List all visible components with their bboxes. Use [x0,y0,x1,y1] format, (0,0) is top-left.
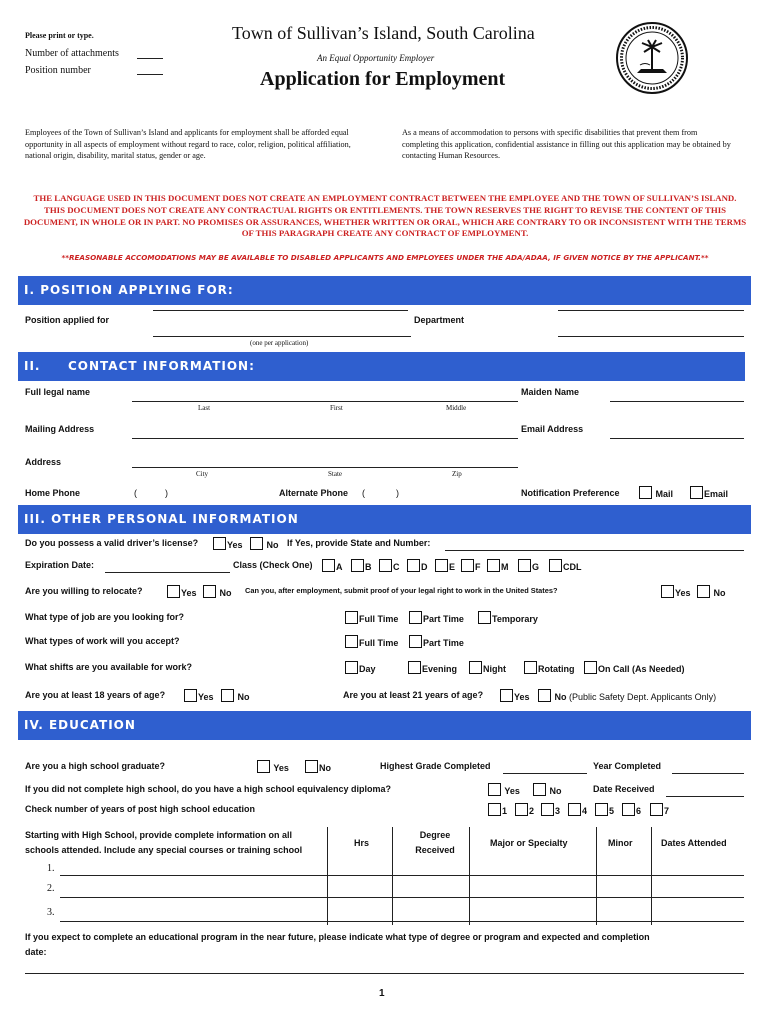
class-m-checkbox[interactable] [487,559,500,572]
job-part-time-option[interactable] [409,611,464,624]
alt-phone-paren-close: ) [396,488,399,498]
town-name: Town of Sullivan’s Island, South Carolina [232,23,535,43]
years-7-label: 7 [664,806,670,816]
age18-question: Are you at least 18 years of age? [25,690,166,700]
notify-email-option[interactable] [690,486,728,499]
one-per-note: (one per application) [250,339,309,347]
home-phone-paren-open: ( [134,488,137,498]
year-completed-field[interactable] [672,773,744,774]
class-e-label: E [449,562,456,572]
position-number-label: Position number [25,65,91,76]
age18-yes-label: Yes [198,692,214,702]
shift-night-label: Night [483,664,506,674]
years-2-checkbox[interactable] [515,803,528,816]
license-yes-label: Yes [227,540,243,550]
years-7-option[interactable] [650,803,669,816]
class-a-checkbox[interactable] [322,559,335,572]
age18-no-option[interactable] [221,689,250,702]
table-divider [392,827,393,925]
school-row-1-number: 1. [47,863,55,874]
license-no-option[interactable] [250,537,279,550]
highest-grade-label: Highest Grade Completed [380,761,491,771]
if-yes-label: If Yes, provide State and Number: [287,538,431,548]
work-full-time-checkbox[interactable] [345,635,358,648]
degree-header-1: Degree [419,830,451,840]
equiv-no-option[interactable] [533,783,562,796]
age21-no-option[interactable] [538,689,716,702]
eoe-text: An Equal Opportunity Employer [317,53,435,63]
class-cdl-option[interactable] [549,559,582,572]
email-checkbox[interactable] [690,486,703,499]
equivalency-question: If you did not complete high school, do you have a high school equivalency diploma? [25,784,392,794]
class-b-checkbox[interactable] [351,559,364,572]
equiv-no-checkbox[interactable] [533,783,546,796]
work-part-time-option[interactable] [409,635,464,648]
school-row-1-field[interactable] [60,875,744,876]
age18-yes-checkbox[interactable] [184,689,197,702]
equiv-yes-checkbox[interactable] [488,783,501,796]
position-applied-field[interactable] [153,336,411,337]
position-applied-label: Position applied for [25,315,110,325]
equiv-yes-option[interactable] [488,783,520,796]
license-question: Do you possess a valid driver’s license? [25,538,199,548]
proof-yes-label: Yes [675,588,691,598]
class-e-checkbox[interactable] [435,559,448,572]
future-education-question-2: date: [25,947,47,957]
schools-instructions-2: schools attended. Include any special courses or training school [25,845,303,855]
years-1-checkbox[interactable] [488,803,501,816]
section-2-number: II. [24,359,41,373]
license-no-checkbox[interactable] [250,537,263,550]
years-4-option[interactable] [568,803,587,816]
class-c-option[interactable] [379,559,400,572]
license-yes-option[interactable] [213,537,243,550]
disclaimer: THE LANGUAGE USED IN THIS DOCUMENT DOES NOT CREATE AN EMPLOYMENT CONTRACT BETWEEN THE EMPLOYEE AND THE TOWN OF SULLIVAN’S ISLAND. THIS DOCUMENT DOES NOT CREATE ANY CONTRACTUAL RIGHTS OR ENTITLEMENTS. THE TOWN RESERVES THE RIGHT TO REVISE THE CONTENT OF THIS DOCUMENT, IN WHOLE OR IN PART. NO PROMISES OR ASSURANCES, WHETHER WRITTEN OR ORAL, WHICH ARE CONTRARY TO OR INCONSISTENT WITH THE TERMS OF THIS PARAGRAPH CREATE ANY CONTRACT OF EMPLOYMENT. [23,193,747,239]
hs-no-option[interactable] [305,760,331,773]
hs-yes-option[interactable] [257,760,289,773]
school-row-3-number: 3. [47,907,55,918]
home-phone-paren-close: ) [165,488,168,498]
age18-no-label: No [237,692,250,702]
job-temporary-label: Temporary [492,614,538,624]
class-cdl-label: CDL [563,562,582,572]
years-7-checkbox[interactable] [650,803,663,816]
hs-no-label: No [319,763,331,773]
school-row-2-number: 2. [47,883,55,894]
mailing-address-label: Mailing Address [25,424,95,434]
class-label: Class (Check One) [233,560,313,570]
proof-yes-option[interactable] [661,585,691,598]
years-2-label: 2 [529,806,535,816]
date-received-field[interactable] [666,796,744,797]
school-row-3-field[interactable] [60,921,744,922]
email-address-label: Email Address [521,424,584,434]
class-b-option[interactable] [351,559,372,572]
section-1-title: I. POSITION APPLYING FOR: [24,283,234,297]
section-1-header [18,276,751,305]
work-part-time-label: Part Time [423,638,464,648]
class-a-option[interactable] [322,559,343,572]
department-label: Department [414,315,465,325]
years-3-option[interactable] [541,803,560,816]
first-caption: First [330,404,343,412]
job-temporary-option[interactable] [478,611,538,624]
ada-note: **REASONABLE ACCOMODATIONS MAY BE AVAILABLE TO DISABLED APPLICANTS AND EMPLOYEES UNDER THE ADA/ADAA, IF GIVEN NOTICE BY THE APPLICANT.** [61,253,709,262]
proof-no-option[interactable] [697,585,726,598]
middle-caption: Middle [446,404,467,412]
proof-question: Can you, after employment, submit proof of your legal right to work in the United States? [245,586,558,595]
class-g-option[interactable] [518,559,539,572]
years-6-label: 6 [636,806,642,816]
table-divider [596,827,597,925]
table-divider [469,827,470,925]
class-d-label: D [421,562,428,572]
class-a-label: A [336,562,343,572]
relocate-yes-option[interactable] [167,585,197,598]
relocate-no-label: No [219,588,232,598]
years-4-checkbox[interactable] [568,803,581,816]
mail-label: Mail [655,489,674,499]
date-received-label: Date Received [593,784,655,794]
section-3-title: III. OTHER PERSONAL INFORMATION [24,512,299,526]
relocate-yes-label: Yes [181,588,197,598]
shift-evening-option[interactable] [408,661,457,674]
high-school-question: Are you a high school graduate? [25,761,166,771]
last-caption: Last [198,404,211,412]
table-divider [651,827,652,925]
age21-yes-checkbox[interactable] [500,689,513,702]
work-full-time-option[interactable] [345,635,398,648]
relocate-yes-checkbox[interactable] [167,585,180,598]
proof-no-checkbox[interactable] [697,585,710,598]
future-education-question-1: If you expect to complete an educational program in the near future, please indicate what type of degree or program and expected and completion [25,932,650,942]
age18-no-checkbox[interactable] [221,689,234,702]
year-completed-label: Year Completed [593,761,662,771]
shift-on-call-checkbox[interactable] [584,661,597,674]
license-number-field[interactable] [445,550,744,551]
class-m-option[interactable] [487,559,509,572]
shift-on-call-label: On Call (As Needed) [598,664,685,674]
page-number: 1 [379,988,385,999]
school-row-2-field[interactable] [60,897,744,898]
years-5-checkbox[interactable] [595,803,608,816]
maiden-name-field[interactable] [610,401,744,402]
shift-day-checkbox[interactable] [345,661,358,674]
address-field[interactable] [132,467,518,468]
job-part-time-label: Part Time [423,614,464,624]
years-5-label: 5 [609,806,615,816]
zip-caption: Zip [452,470,462,478]
class-d-option[interactable] [407,559,428,572]
shift-day-option[interactable] [345,661,376,674]
class-m-label: M [501,562,509,572]
relocate-question: Are you willing to relocate? [25,586,143,596]
job-part-time-checkbox[interactable] [409,611,422,624]
section-3-header [18,505,751,534]
section-4-header [18,711,751,740]
job-full-time-label: Full Time [359,614,399,624]
intro-accommodation: As a means of accommodation to persons with specific disabilities that prevent them from completing this application, confidential assistance in filling out this application may be obtained by contacting Human Resources. [402,128,731,160]
schools-instructions-1: Starting with High School, provide complete information on all [25,830,293,840]
post-high-school-label: Check number of years of post high school education [25,804,256,814]
years-6-checkbox[interactable] [622,803,635,816]
alt-phone-paren-open: ( [362,488,365,498]
proof-no-label: No [713,588,726,598]
email-option-label: Email [704,489,729,499]
hs-yes-label: Yes [273,763,289,773]
work-part-time-checkbox[interactable] [409,635,422,648]
age21-yes-option[interactable] [500,689,530,702]
class-cdl-checkbox[interactable] [549,559,562,572]
years-1-option[interactable] [488,803,507,816]
class-f-checkbox[interactable] [461,559,474,572]
table-divider [327,827,328,925]
highest-grade-field[interactable] [503,773,587,774]
years-4-label: 4 [582,806,588,816]
alternate-phone-label: Alternate Phone [279,488,349,498]
years-6-option[interactable] [622,803,641,816]
shift-rotating-label: Rotating [538,664,575,674]
class-b-label: B [365,562,372,572]
shift-night-option[interactable] [469,661,506,674]
department-line-top [558,310,744,311]
attachments-line[interactable] [137,58,163,59]
major-header: Major or Specialty [490,838,568,848]
hrs-header: Hrs [354,838,370,848]
years-2-option[interactable] [515,803,534,816]
full-name-label: Full legal name [25,387,91,397]
expiration-label: Expiration Date: [25,560,95,570]
class-e-option[interactable] [435,559,455,572]
relocate-no-option[interactable] [203,585,232,598]
intro-equal-opportunity: Employees of the Town of Sullivan’s Island and applicants for employment shall be afforded equal opportunity in all aspects of employment without regard to race, color, religion, political affiliation, national origin, disability, marital status, gender or age. [25,128,351,160]
position-line-top [153,310,408,311]
shift-evening-label: Evening [422,664,458,674]
years-3-label: 3 [555,806,561,816]
address-label: Address [25,457,62,467]
class-c-checkbox[interactable] [379,559,392,572]
position-number-line[interactable] [137,74,163,75]
years-1-label: 1 [502,806,508,816]
age21-no-checkbox[interactable] [538,689,551,702]
class-g-label: G [532,562,540,572]
page-title: Application for Employment [260,68,506,90]
shift-on-call-option[interactable] [584,661,685,674]
hs-no-checkbox[interactable] [305,760,318,773]
age21-no-label: No [554,692,567,702]
class-f-option[interactable] [461,559,481,572]
full-name-field[interactable] [132,401,518,402]
years-5-option[interactable] [595,803,614,816]
expiration-field[interactable] [105,572,230,573]
department-field[interactable] [558,336,744,337]
license-no-label: No [266,540,279,550]
proof-yes-checkbox[interactable] [661,585,674,598]
work-types-question: What types of work will you accept? [25,636,180,646]
job-full-time-option[interactable] [345,611,398,624]
mailing-address-field[interactable] [132,438,518,439]
years-3-checkbox[interactable] [541,803,554,816]
notification-preference-label: Notification Preference [521,488,620,498]
shift-rotating-checkbox[interactable] [524,661,537,674]
job-full-time-checkbox[interactable] [345,611,358,624]
town-seal-icon [615,21,689,95]
shifts-question: What shifts are you available for work? [25,662,193,672]
notify-mail-option[interactable] [639,486,673,499]
shift-night-checkbox[interactable] [469,661,482,674]
class-c-label: C [393,562,400,572]
shift-rotating-option[interactable] [524,661,575,674]
maiden-name-label: Maiden Name [521,387,580,397]
minor-header: Minor [608,838,633,848]
hs-yes-checkbox[interactable] [257,760,270,773]
job-type-question: What type of job are you looking for? [25,612,184,622]
license-yes-checkbox[interactable] [213,537,226,550]
equiv-yes-label: Yes [504,786,520,796]
age21-question: Are you at least 21 years of age? [343,690,484,700]
home-phone-label: Home Phone [25,488,81,498]
shift-evening-checkbox[interactable] [408,661,421,674]
job-temporary-checkbox[interactable] [478,611,491,624]
degree-header-2: Received [415,845,455,855]
future-education-field[interactable] [25,973,744,974]
class-f-label: F [475,562,481,572]
attachments-label: Number of attachments [25,48,119,59]
state-caption: State [328,470,342,478]
city-caption: City [196,470,209,478]
shift-day-label: Day [359,664,376,674]
email-address-field[interactable] [610,438,744,439]
work-full-time-label: Full Time [359,638,399,648]
section-2-title: CONTACT INFORMATION: [68,359,255,373]
public-safety-note: (Public Safety Dept. Applicants Only) [569,692,717,702]
age18-yes-option[interactable] [184,689,214,702]
section-2-header [18,352,745,381]
age21-yes-label: Yes [514,692,530,702]
class-g-checkbox[interactable] [518,559,531,572]
mail-checkbox[interactable] [639,486,652,499]
class-d-checkbox[interactable] [407,559,420,572]
equiv-no-label: No [549,786,562,796]
dates-attended-header: Dates Attended [661,838,727,848]
section-4-title: IV. EDUCATION [24,718,136,732]
relocate-no-checkbox[interactable] [203,585,216,598]
print-note: Please print or type. [25,31,94,40]
